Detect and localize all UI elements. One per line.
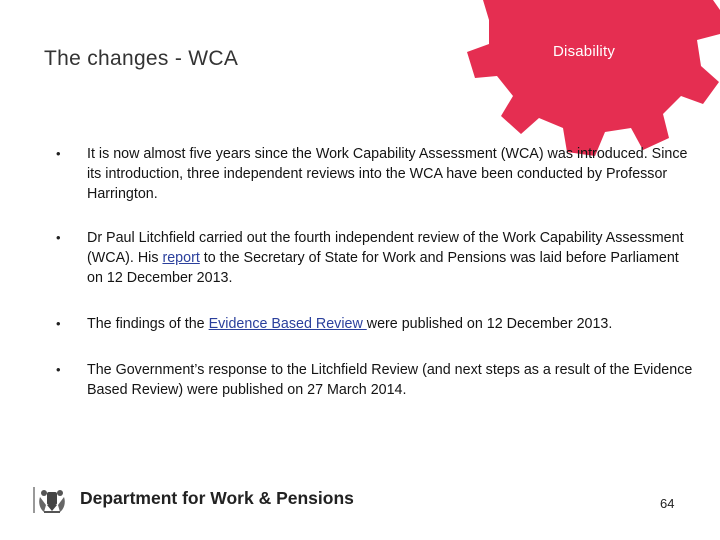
bullet-marker: • xyxy=(56,362,61,377)
royal-coat-of-arms-icon xyxy=(32,485,70,515)
bullet-marker: • xyxy=(56,146,61,161)
bullet-text-before: Dr Paul Litchfield carried out the fourth independent review of the Work Capability Assessment (WCA). His xyxy=(87,230,684,266)
bullet-text-after: were published on 12 December 2013. xyxy=(366,316,613,332)
bullet-text xyxy=(87,314,697,334)
page-title: The changes - WCA xyxy=(44,47,239,70)
bullet-marker: • xyxy=(56,316,61,331)
bullet-text xyxy=(87,228,697,288)
bullet-text: The Government’s response to the Litchfield Review (and next steps as a result of the Evidence Based Review) were published on 27 March 2014. xyxy=(87,362,693,398)
department-name: Department for Work & Pensions xyxy=(80,488,354,508)
bullet-text-before: The findings of the xyxy=(87,316,209,332)
bullet-text-after: to the Secretary of State for Work and Pensions was laid before Parliament on 12 December 2013. xyxy=(87,250,679,286)
report-link[interactable]: report xyxy=(162,250,200,266)
department-logo xyxy=(32,485,354,515)
section-badge-label: Disability xyxy=(553,43,616,60)
gear-shape xyxy=(467,0,720,156)
bullet-text: It is now almost five years since the Work Capability Assessment (WCA) was introduced. Since its introduction, three independent reviews into the WCA have been conducted by Professor Harrington. xyxy=(87,146,688,202)
bullet-marker: • xyxy=(56,230,61,245)
gear-icon xyxy=(455,0,720,160)
evidence-based-review-link[interactable]: Evidence Based Review xyxy=(208,316,367,332)
page-number: 64 xyxy=(660,496,675,511)
